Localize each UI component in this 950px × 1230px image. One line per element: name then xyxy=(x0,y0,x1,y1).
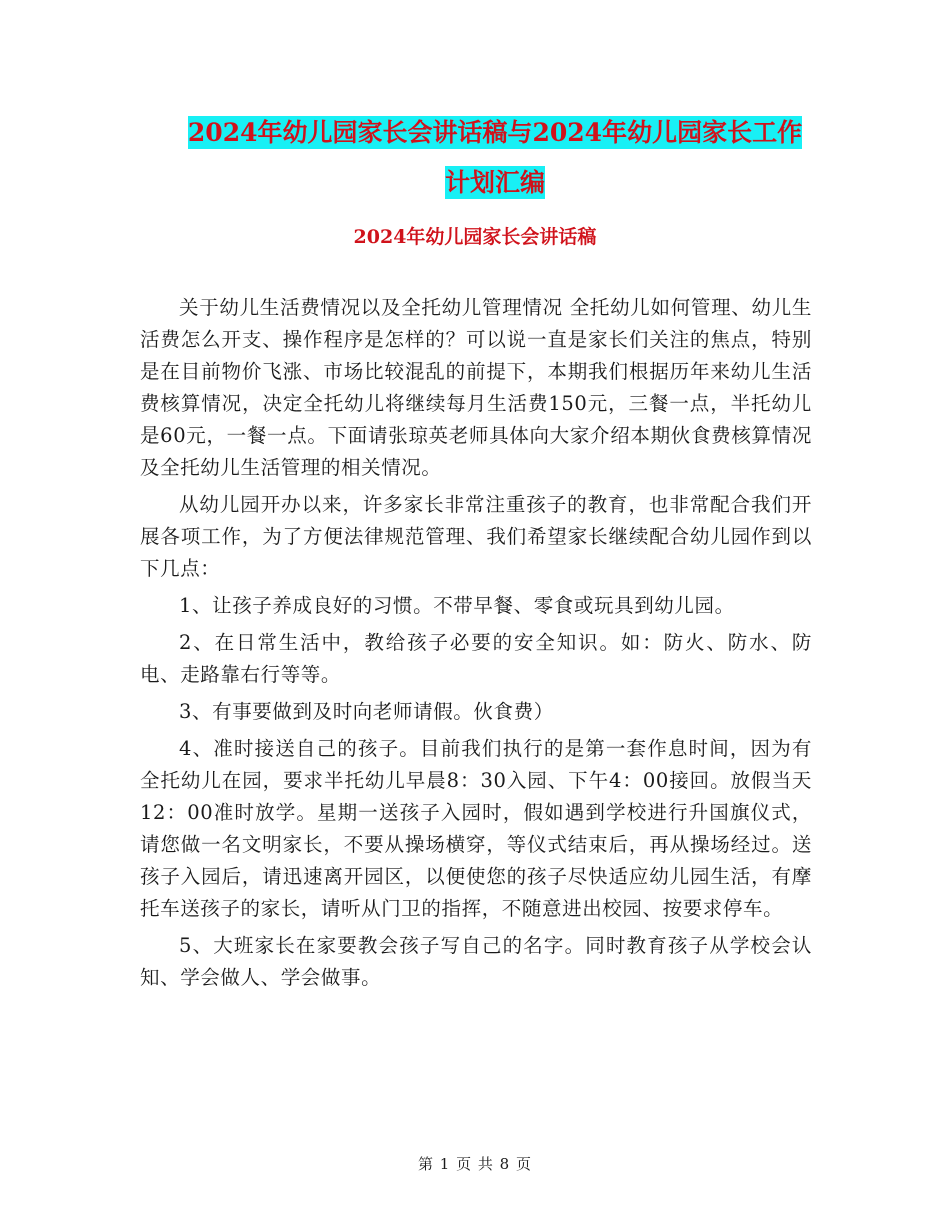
paragraph-item-1: 1、让孩子养成良好的习惯。不带早餐、零食或玩具到幼儿园。 xyxy=(179,594,735,617)
section-title: 2024年幼儿园家长会讲话稿 xyxy=(353,226,597,248)
main-title-line1: 2024年幼儿园家长会讲话稿与2024年幼儿园家长工作 xyxy=(187,118,803,147)
main-title xyxy=(140,108,850,208)
page-footer: 第 1 页 共 8 页 xyxy=(418,1155,532,1173)
paragraph-item-5: 5、大班家长在家要教会孩子写自己的名字。同时教育孩子从学校会认知、学会做人、学会做事。 xyxy=(140,934,812,989)
paragraph-item-4: 4、准时接送自己的孩子。目前我们执行的是第一套作息时间，因为有全托幼儿在园，要求半托幼儿早晨8：30入园、下午4：00接回。放假当天12：00准时放学。星期一送孩子入园时，假如遇到学校进行升国旗仪式，请您做一名文明家长，不要从操场横穿，等仪式结束后，再从操场经过。送孩子入园后，请迅速离开园区，以便使您的孩子尽快适应幼儿园生活，有摩托车送孩子的家长，请听从门卫的指挥，不随意进出校园、按要求停车。 xyxy=(140,737,812,920)
main-title-line2: 计划汇编 xyxy=(444,168,545,197)
paragraph-item-2: 2、在日常生活中，教给孩子必要的安全知识。如：防火、防水、防电、走路靠右行等等。 xyxy=(140,631,812,686)
document-body xyxy=(140,292,812,999)
paragraph-cooperation: 从幼儿园开办以来，许多家长非常注重孩子的教育，也非常配合我们开展各项工作，为了方便法律规范管理、我们希望家长继续配合幼儿园作到以下几点： xyxy=(140,493,812,580)
paragraph-living-expenses: 关于幼儿生活费情况以及全托幼儿管理情况 全托幼儿如何管理、幼儿生活费怎么开支、操作程序是怎样的？可以说一直是家长们关注的焦点，特别是在目前物价飞涨、市场比较混乱的前提下，本期我们根据历年来幼儿生活费核算情况，决定全托幼儿将继续每月生活费150元，三餐一点，半托幼儿是60元，一餐一点。下面请张琼英老师具体向大家介绍本期伙食费核算情况及全托幼儿生活管理的相关情况。 xyxy=(140,296,812,479)
paragraph-item-3: 3、有事要做到及时向老师请假。伙食费） xyxy=(179,700,554,723)
